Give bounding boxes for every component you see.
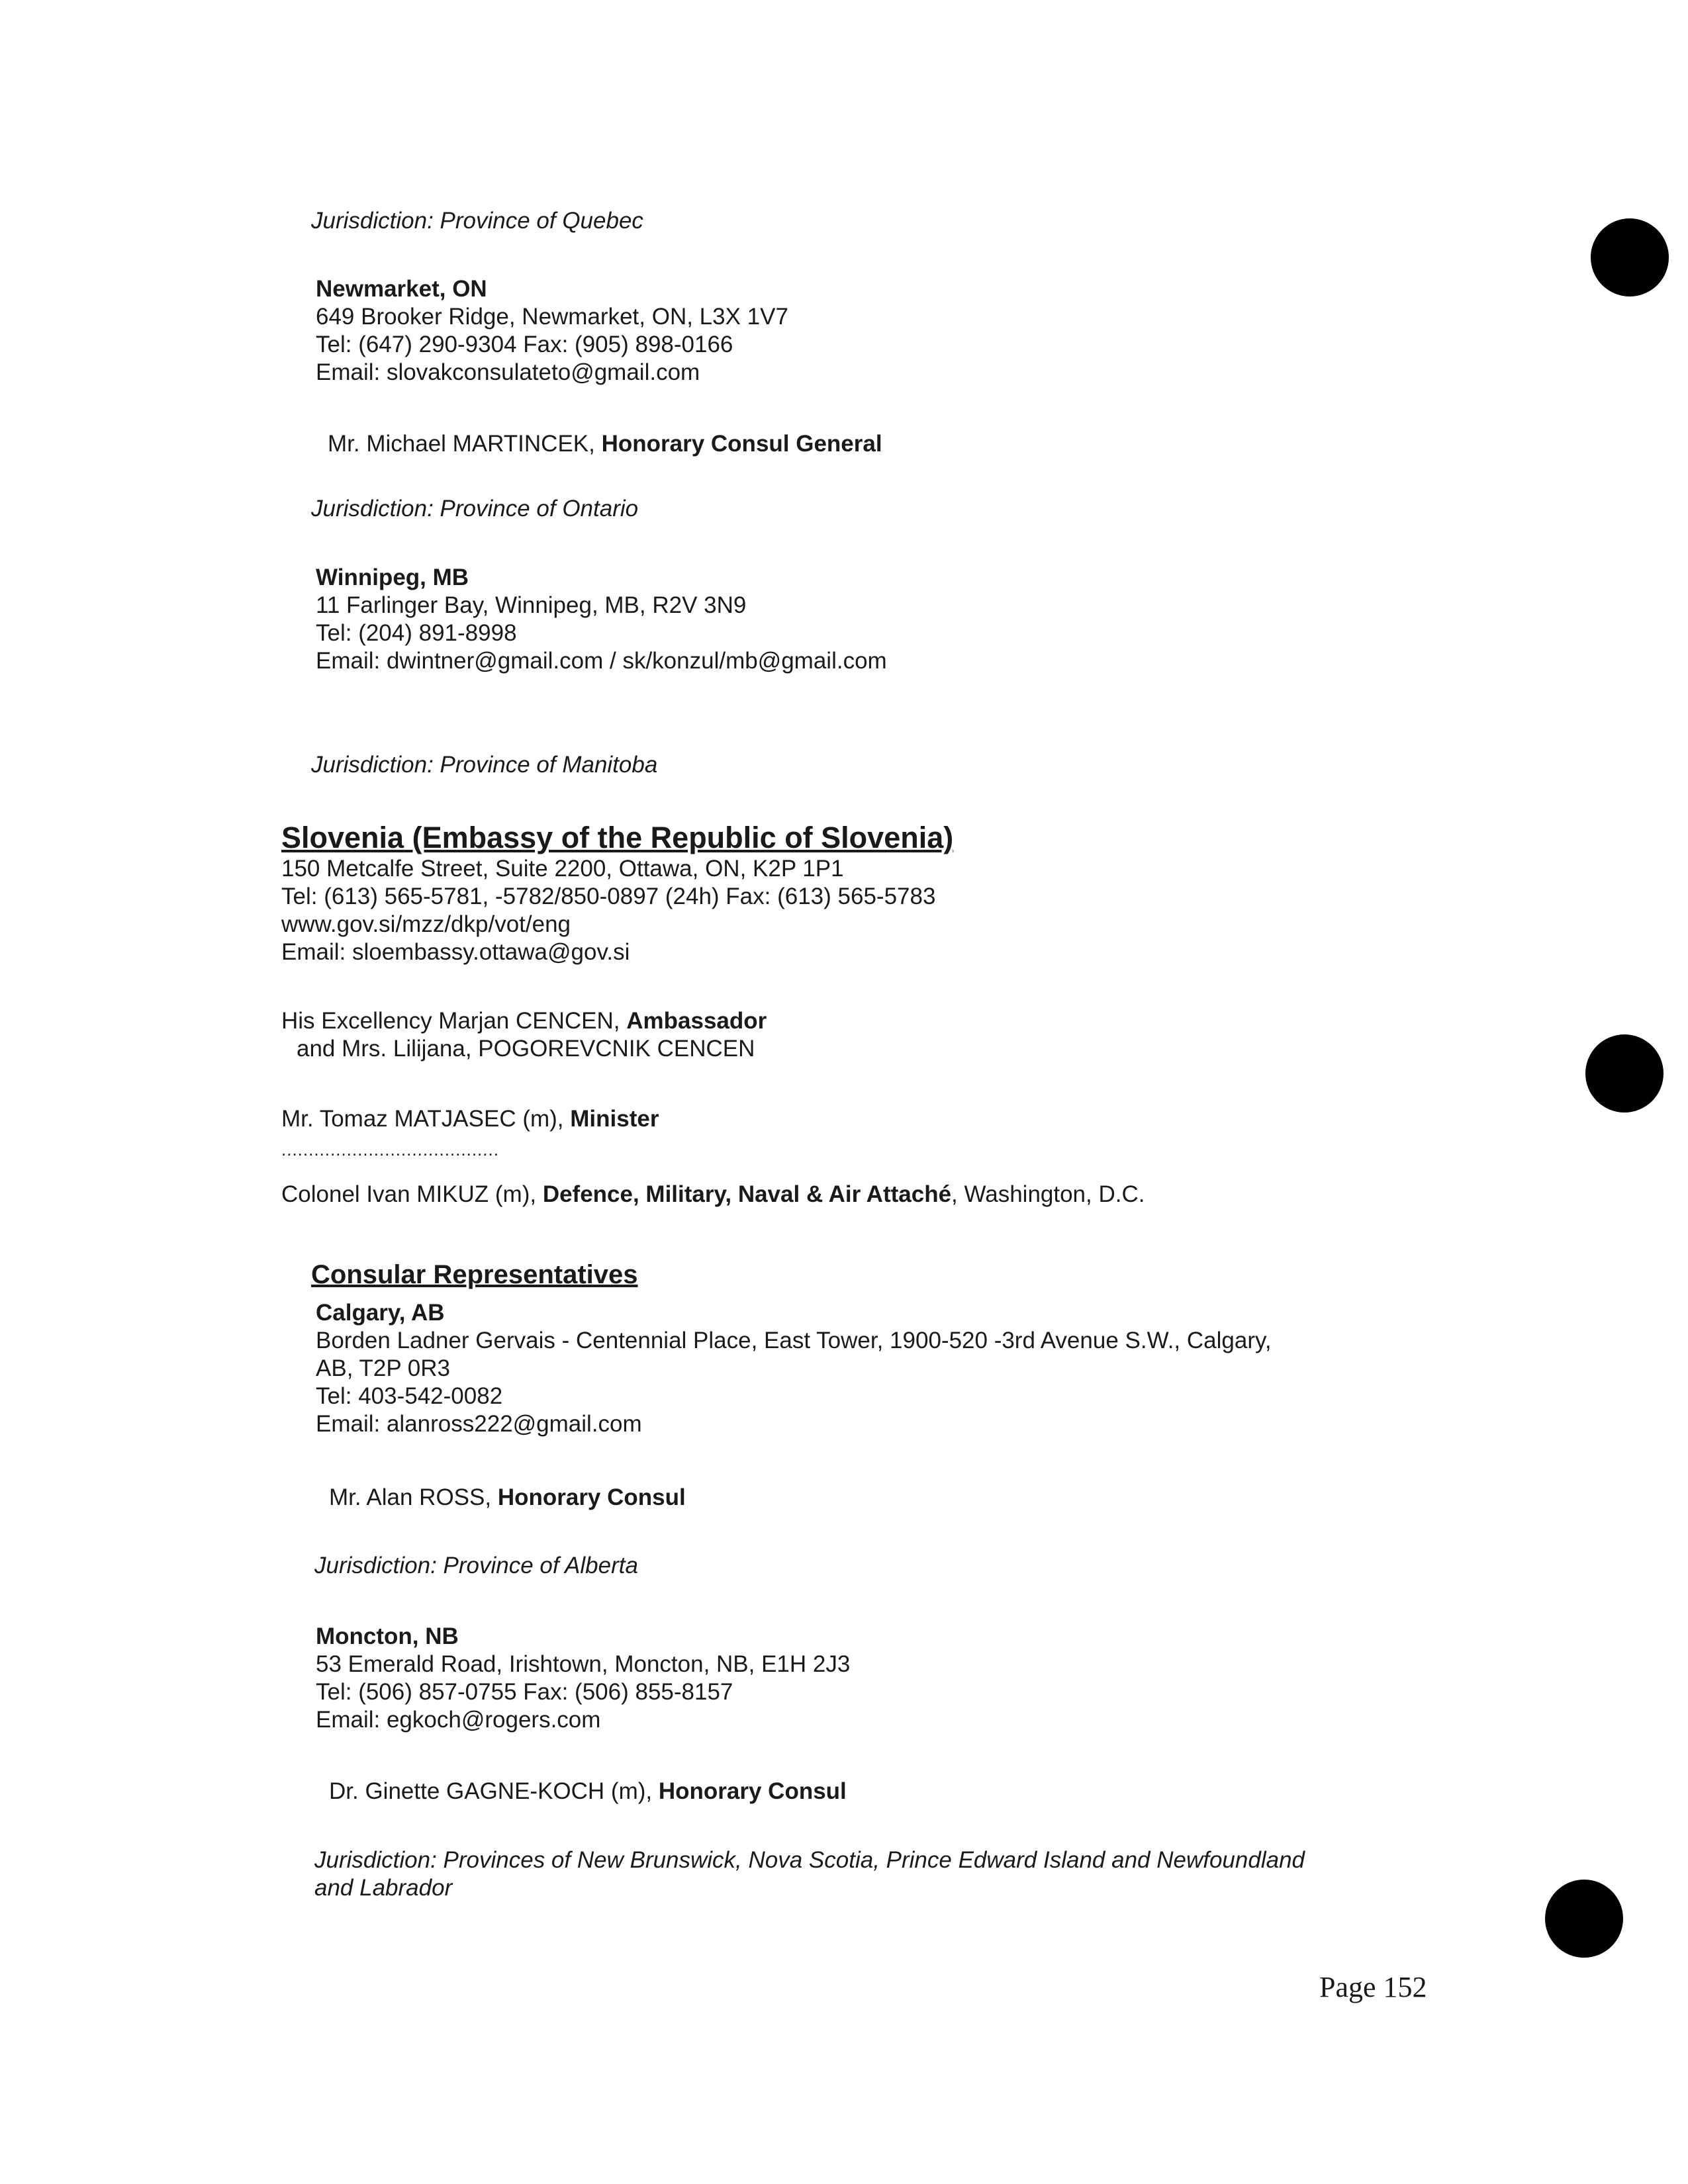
newmarket-email: Email: slovakconsulateto@gmail.com (316, 359, 700, 385)
ambassador-spouse: and Mrs. Lilijana, POGOREVCNIK CENCEN (297, 1036, 755, 1062)
newmarket-tel: Tel: (647) 290-9304 Fax: (905) 898-0166 (316, 332, 733, 357)
moncton-consul (329, 1778, 847, 1805)
jurisdiction-atlantic-line2: and Labrador (314, 1875, 453, 1901)
newmarket-consul (328, 430, 882, 458)
slovenia-email: Email: sloembassy.ottawa@gov.si (281, 939, 630, 965)
consul-name: Mr. Michael MARTINCEK, (328, 431, 602, 457)
calgary-consul-title: Honorary Consul (497, 1484, 686, 1510)
slovenia-website: www.gov.si/mzz/dkp/vot/eng (281, 911, 571, 937)
page-number: Page 152 (1319, 1971, 1427, 2003)
slovenia-heading: Slovenia (Embassy of the Republic of Slovenia) (281, 821, 954, 854)
attache-title: Defence, Military, Naval & Air Attaché (542, 1181, 952, 1207)
jurisdiction-atlantic-line1: Jurisdiction: Provinces of New Brunswick, Nova Scotia, Prince Edward Island and Newfoundland (314, 1847, 1305, 1873)
moncton-email: Email: egkoch@rogers.com (316, 1707, 601, 1733)
moncton-city: Moncton, NB (316, 1623, 459, 1649)
calgary-consul (329, 1484, 686, 1512)
slovenia-tel: Tel: (613) 565-5781, -5782/850-0897 (24h) Fax: (613) 565-5783 (281, 884, 936, 909)
moncton-tel: Tel: (506) 857-0755 Fax: (506) 855-8157 (316, 1679, 733, 1705)
winnipeg-tel: Tel: (204) 891-8998 (316, 620, 517, 646)
calgary-consul-name: Mr. Alan ROSS, (329, 1484, 498, 1510)
attache (281, 1181, 1145, 1208)
minister-title: Minister (570, 1106, 659, 1132)
newmarket-city: Newmarket, ON (316, 276, 487, 302)
attache-location: , Washington, D.C. (951, 1181, 1145, 1207)
moncton-address: 53 Emerald Road, Irishtown, Moncton, NB, E1H 2J3 (316, 1651, 851, 1677)
calgary-address-line2: AB, T2P 0R3 (316, 1355, 450, 1381)
binder-hole-middle (1585, 1034, 1664, 1113)
minister (281, 1105, 659, 1133)
binder-hole-bottom (1545, 1880, 1623, 1958)
moncton-consul-title: Honorary Consul (658, 1778, 847, 1804)
newmarket-address: 649 Brooker Ridge, Newmarket, ON, L3X 1V7 (316, 304, 788, 330)
ambassador-title: Ambassador (626, 1008, 767, 1034)
attache-name: Colonel Ivan MIKUZ (m), (281, 1181, 543, 1207)
jurisdiction-ontario: Jurisdiction: Province of Ontario (311, 496, 639, 522)
consular-representatives-heading: Consular Representatives (311, 1260, 638, 1289)
calgary-city: Calgary, AB (316, 1300, 445, 1326)
calgary-email: Email: alanross222@gmail.com (316, 1411, 642, 1437)
jurisdiction-alberta: Jurisdiction: Province of Alberta (314, 1553, 638, 1578)
calgary-address-line1: Borden Ladner Gervais - Centennial Place, East Tower, 1900-520 -3rd Avenue S.W., Calgary, (316, 1328, 1272, 1353)
winnipeg-address: 11 Farlinger Bay, Winnipeg, MB, R2V 3N9 (316, 592, 747, 618)
binder-hole-top (1591, 218, 1669, 296)
winnipeg-email: Email: dwintner@gmail.com / sk/konzul/mb@gmail.com (316, 648, 887, 674)
consul-title: Honorary Consul General (601, 431, 882, 457)
jurisdiction-quebec: Jurisdiction: Province of Quebec (311, 208, 643, 234)
minister-name: Mr. Tomaz MATJASEC (m), (281, 1106, 571, 1132)
calgary-tel: Tel: 403-542-0082 (316, 1383, 503, 1409)
jurisdiction-manitoba: Jurisdiction: Province of Manitoba (311, 752, 658, 778)
winnipeg-city: Winnipeg, MB (316, 565, 469, 590)
ambassador (281, 1007, 767, 1035)
moncton-consul-name: Dr. Ginette GAGNE-KOCH (m), (329, 1778, 659, 1804)
dotted-separator: ........................................ (281, 1140, 499, 1160)
ambassador-name: His Excellency Marjan CENCEN, (281, 1008, 627, 1034)
slovenia-address: 150 Metcalfe Street, Suite 2200, Ottawa, ON, K2P 1P1 (281, 856, 844, 882)
